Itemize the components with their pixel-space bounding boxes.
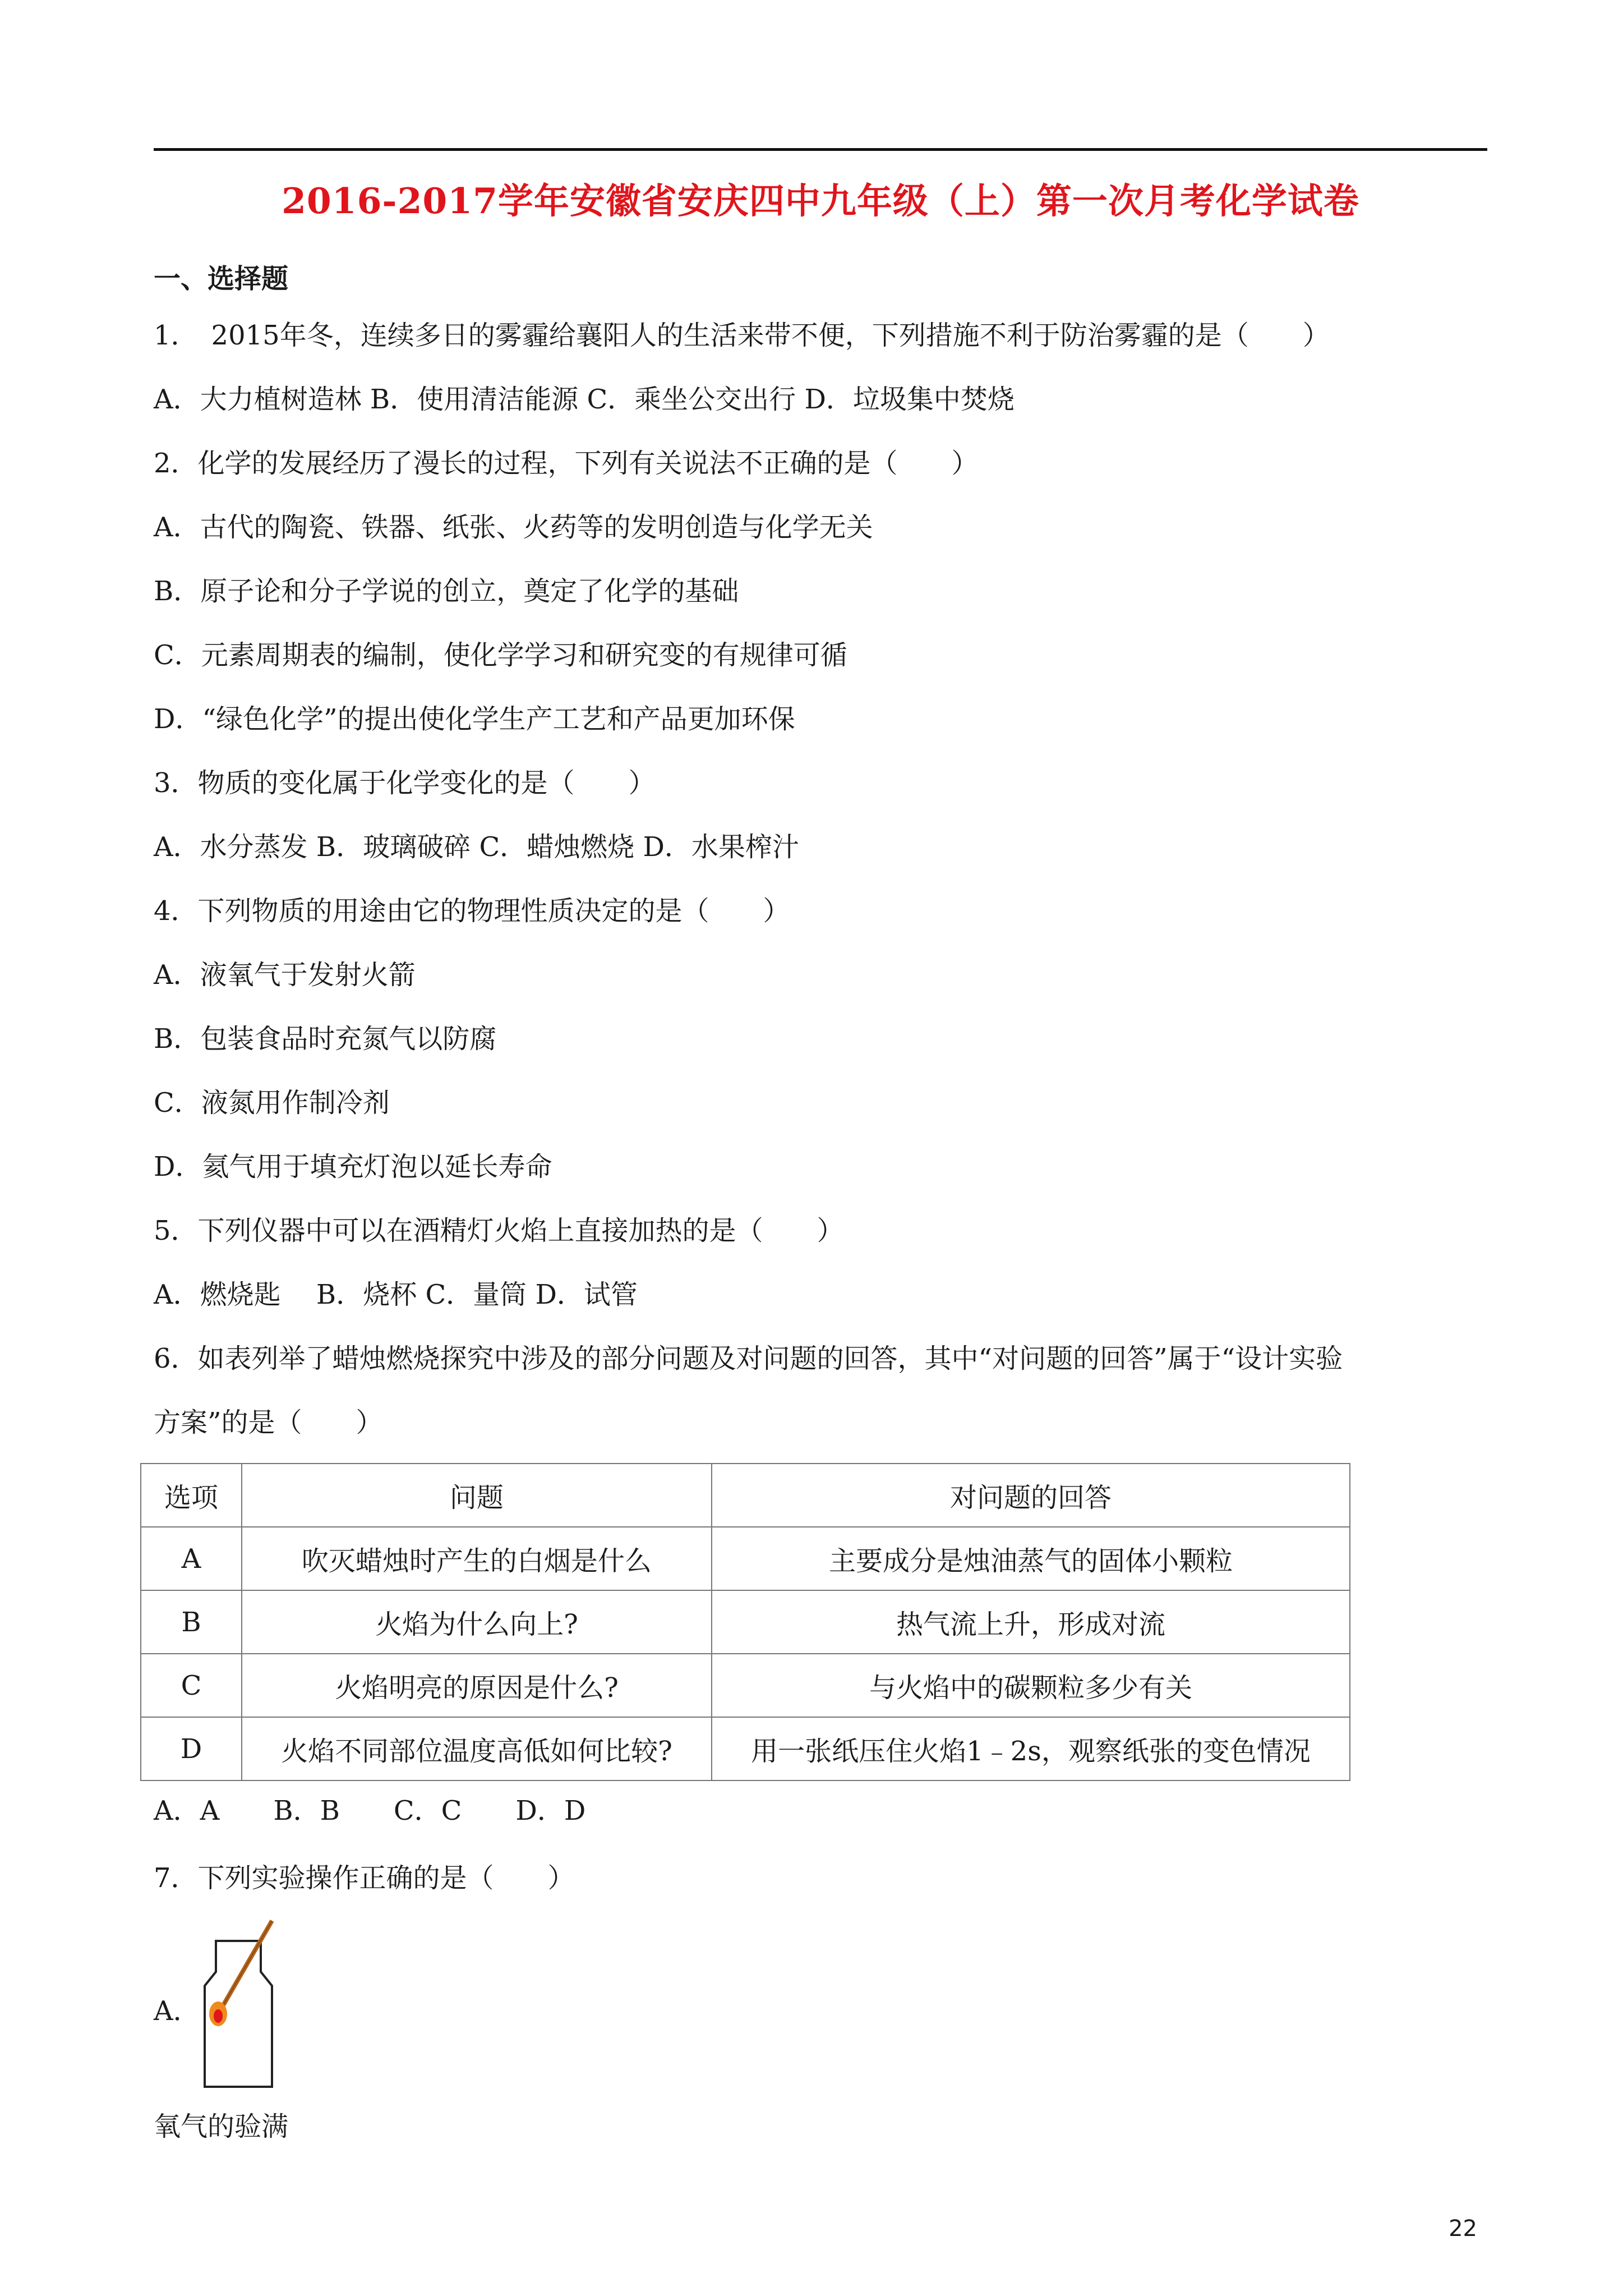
table-row bbox=[141, 1717, 1350, 1780]
table-cell: B bbox=[141, 1590, 242, 1654]
q6-table bbox=[140, 1463, 1350, 1781]
q1-stem: 1． 2015年冬，连续多日的雾霾给襄阳人的生活来带不便，下列措施不利于防治雾霾的是（ ） bbox=[154, 320, 1330, 351]
table-row bbox=[141, 1527, 1350, 1590]
table-cell: 火焰明亮的原因是什么? bbox=[242, 1654, 712, 1717]
table-cell: 用一张纸压住火焰1﹣2s，观察纸张的变色情况 bbox=[712, 1717, 1350, 1780]
q2-option-a: A．古代的陶瓷、铁器、纸张、火药等的发明创造与化学无关 bbox=[154, 512, 873, 543]
page-number: 22 bbox=[1449, 2216, 1477, 2242]
document-title: 2016-2017学年安徽省安庆四中九年级（上）第一次月考化学试卷 bbox=[282, 180, 1359, 222]
header-cell-answer: 对问题的回答 bbox=[712, 1464, 1350, 1527]
table-row bbox=[141, 1590, 1350, 1654]
q1-options: A．大力植树造林 B．使用清洁能源 C．乘坐公交出行 D．垃圾集中焚烧 bbox=[154, 384, 1015, 415]
q4-option-d: D．氦气用于填充灯泡以延长寿命 bbox=[154, 1151, 552, 1182]
q2-option-d: D．“绿色化学”的提出使化学生产工艺和产品更加环保 bbox=[154, 703, 795, 735]
gas-bottle-with-burning-splint-icon bbox=[193, 1918, 283, 2092]
q6-stem-line2: 方案”的是（ ） bbox=[154, 1407, 383, 1438]
q3-options: A．水分蒸发 B．玻璃破碎 C．蜡烛燃烧 D．水果榨汁 bbox=[154, 831, 799, 863]
q7-option-a-caption: 氧气的验满 bbox=[154, 2111, 289, 2142]
q5-stem: 5．下列仪器中可以在酒精灯火焰上直接加热的是（ ） bbox=[154, 1215, 844, 1246]
q3-stem: 3．物质的变化属于化学变化的是（ ） bbox=[154, 767, 656, 799]
q6-stem-line1: 6．如表列举了蜡烛燃烧探究中涉及的部分问题及对问题的回答，其中“对问题的回答”属于“设计实验 bbox=[154, 1343, 1343, 1374]
q4-option-a: A．液氧气于发射火箭 bbox=[154, 959, 416, 991]
table-cell: C bbox=[141, 1654, 242, 1717]
q2-option-b: B．原子论和分子学说的创立，奠定了化学的基础 bbox=[154, 576, 739, 607]
table-cell: 与火焰中的碳颗粒多少有关 bbox=[712, 1654, 1350, 1717]
header-cell-question: 问题 bbox=[242, 1464, 712, 1527]
header-cell-option: 选项 bbox=[141, 1464, 242, 1527]
q2-option-c: C．元素周期表的编制，使化学学习和研究变的有规律可循 bbox=[154, 639, 847, 671]
q4-option-c: C．液氮用作制冷剂 bbox=[154, 1087, 390, 1119]
q7-stem: 7．下列实验操作正确的是（ ） bbox=[154, 1862, 575, 1894]
table-cell: 热气流上升，形成对流 bbox=[712, 1590, 1350, 1654]
table-cell: 吹灭蜡烛时产生的白烟是什么 bbox=[242, 1527, 712, 1590]
header-rule bbox=[154, 148, 1487, 151]
q2-stem: 2．化学的发展经历了漫长的过程，下列有关说法不正确的是（ ） bbox=[154, 448, 979, 479]
table-header-row bbox=[141, 1464, 1350, 1527]
q6-options: A．A B．B C．C D．D bbox=[154, 1795, 586, 1826]
q5-options: A．燃烧匙 B．烧杯 C．量筒 D．试管 bbox=[154, 1279, 638, 1310]
q4-stem: 4．下列物质的用途由它的物理性质决定的是（ ） bbox=[154, 895, 790, 927]
q7-option-a-label: A． bbox=[154, 1995, 200, 2027]
section-heading: 一、选择题 bbox=[154, 263, 289, 295]
table-cell: D bbox=[141, 1717, 242, 1780]
table-cell: A bbox=[141, 1527, 242, 1590]
table-cell: 火焰为什么向上? bbox=[242, 1590, 712, 1654]
table-cell: 主要成分是烛油蒸气的固体小颗粒 bbox=[712, 1527, 1350, 1590]
q4-option-b: B．包装食品时充氮气以防腐 bbox=[154, 1023, 497, 1055]
table-cell: 火焰不同部位温度高低如何比较? bbox=[242, 1717, 712, 1780]
table-row bbox=[141, 1654, 1350, 1717]
